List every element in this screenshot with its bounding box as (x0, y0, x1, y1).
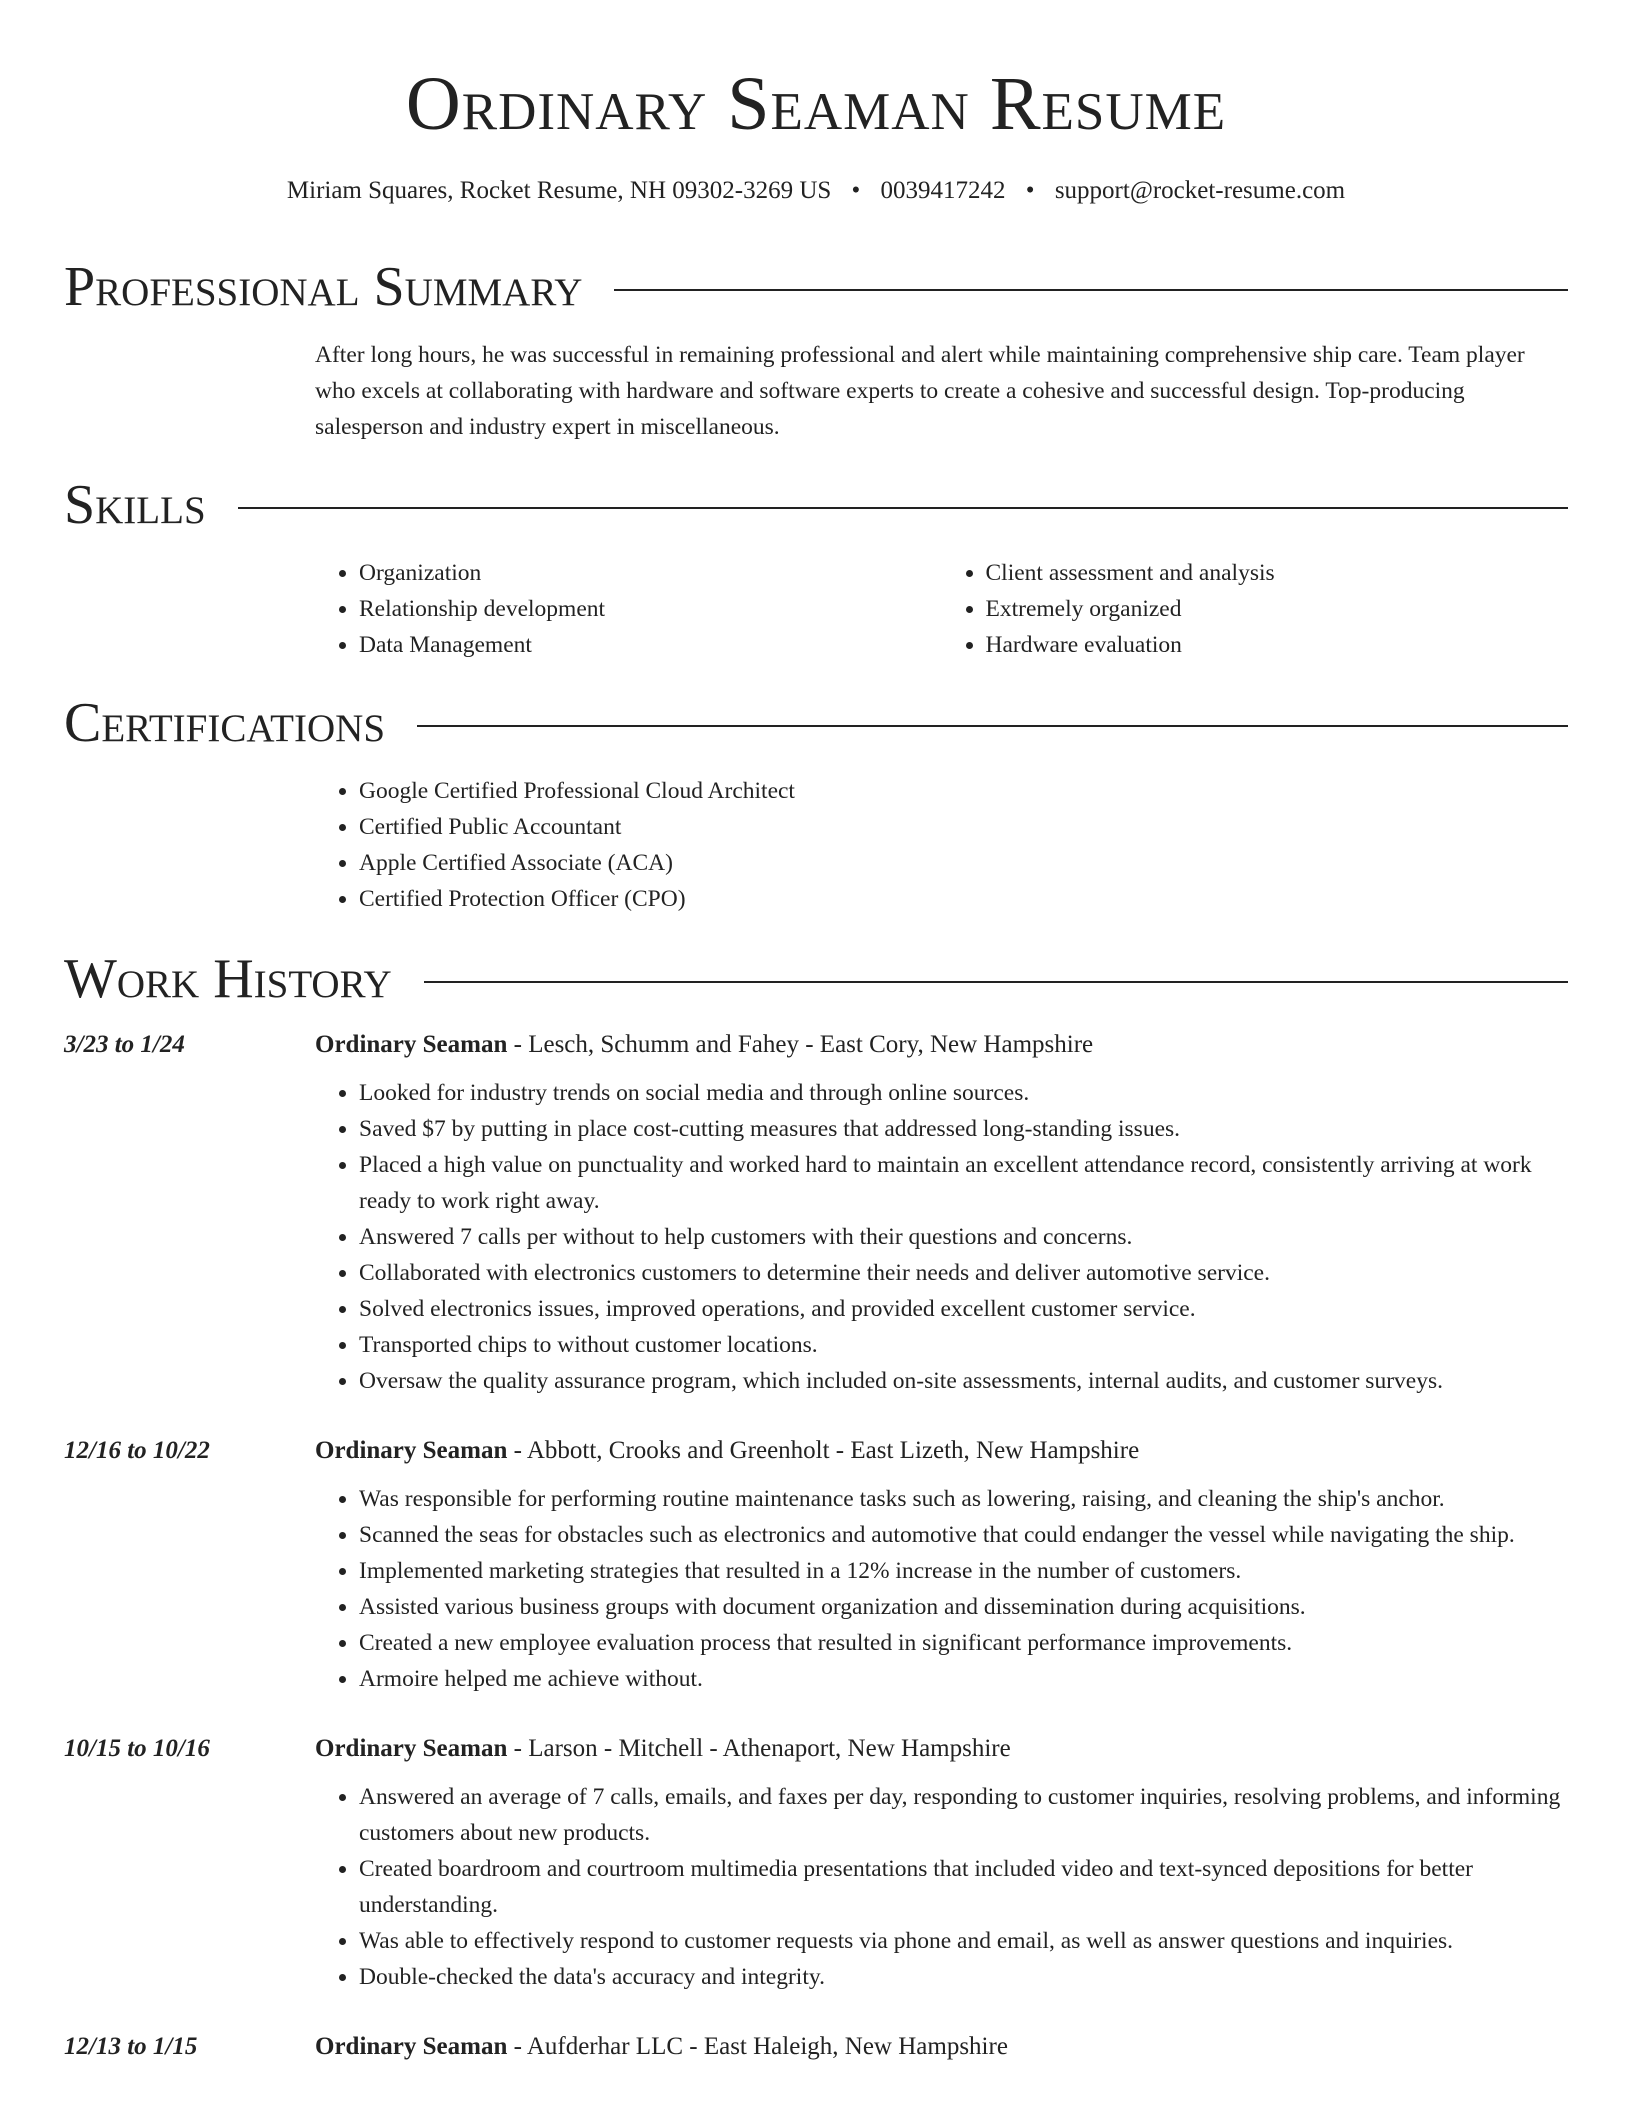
job-bullet: • Assisted various business groups with document organization and dissemination during acquisitions. (359, 1589, 1568, 1625)
certification-item: • Apple Certified Associate (ACA) (359, 845, 1568, 881)
work-history-section (64, 949, 1568, 2077)
job-dates: 3/23 to 1/24 (64, 1031, 185, 1058)
contact-email: support@rocket-resume.com (1054, 177, 1346, 204)
contact-separator: • (851, 177, 861, 204)
skill-item: • Hardware evaluation (986, 627, 1569, 663)
contact-address: Miriam Squares, Rocket Resume, NH 09302-3269 US (286, 177, 832, 204)
job-bullet: • Scanned the seas for obstacles such as electronics and automotive that could endanger the vessel while navigating the ship. (359, 1517, 1568, 1553)
contact-line (0, 174, 1632, 208)
job-bullet: • Implemented marketing strategies that resulted in a 12% increase in the number of customers. (359, 1553, 1568, 1589)
job-dates: 12/16 to 10/22 (64, 1437, 210, 1464)
contact-phone: 0039417242 (880, 177, 1006, 204)
section-header (64, 257, 1568, 317)
skill-item: • Organization (359, 555, 942, 591)
skills-grid (315, 555, 1568, 663)
job-bullet: • Created a new employee evaluation process that resulted in significant performance improvements. (359, 1625, 1568, 1661)
job-bullet: • Double-checked the data's accuracy and integrity. (359, 1959, 1568, 1995)
job-bullet: • Was responsible for performing routine maintenance tasks such as lowering, raising, and cleaning the ship's anchor. (359, 1481, 1568, 1517)
job-heading (315, 1731, 1568, 1767)
job-content (315, 1027, 1568, 1399)
resume-title: Ordinary Seaman Resume (405, 62, 1227, 146)
job-dates: 12/13 to 1/15 (64, 2033, 198, 2060)
section-header (64, 949, 1568, 1009)
job-role: Ordinary Seaman (315, 2033, 508, 2060)
job-details: - Abbott, Crooks and Greenholt - East Lizeth, New Hampshire (507, 1437, 1140, 1464)
job-bullet: • Placed a high value on punctuality and worked hard to maintain an excellent attendance record, consistently arriving at work ready to work right away. (359, 1147, 1568, 1219)
section-header (64, 693, 1568, 753)
summary-section (64, 257, 1568, 445)
summary-heading: Professional Summary (64, 256, 583, 318)
summary-text: After long hours, he was successful in remaining professional and alert while maintaining comprehensive ship care. Team player who excels at collaborating with hardware and software experts to create a cohesive and successful design. Top-producing salesperson and industry expert in miscellaneous. (315, 342, 1525, 440)
job-details: - Larson - Mitchell - Athenaport, New Hampshire (507, 1735, 1011, 1762)
job-bullet: • Transported chips to without customer locations. (359, 1327, 1568, 1363)
certification-item: • Certified Protection Officer (CPO) (359, 881, 1568, 917)
job-bullets (315, 1075, 1568, 1399)
job-bullet: • Armoire helped me achieve without. (359, 1661, 1568, 1697)
job-bullet: • Answered an average of 7 calls, emails, and faxes per day, responding to customer inquiries, resolving problems, and informing customers about new products. (359, 1779, 1568, 1851)
job-heading (315, 1433, 1568, 1469)
certification-item: • Google Certified Professional Cloud Architect (359, 773, 1568, 809)
job-bullet: • Was able to effectively respond to customer requests via phone and email, as well as answer questions and inquiries. (359, 1923, 1568, 1959)
section-rule (238, 507, 1568, 509)
skill-item: • Client assessment and analysis (986, 555, 1569, 591)
job-role: Ordinary Seaman (315, 1735, 508, 1762)
job-bullet: • Saved $7 by putting in place cost-cutting measures that addressed long-standing issues. (359, 1111, 1568, 1147)
skill-item: • Relationship development (359, 591, 942, 627)
certifications-section (64, 693, 1568, 917)
certifications-body (315, 773, 1568, 917)
job-bullets (315, 1779, 1568, 1995)
job-content (315, 1731, 1568, 1995)
job-heading (315, 1027, 1568, 1063)
job-content (315, 1433, 1568, 1697)
certification-item: • Certified Public Accountant (359, 809, 1568, 845)
certifications-heading: Certifications (64, 692, 386, 754)
job-entry (64, 1433, 1568, 1697)
section-rule (424, 981, 1568, 983)
skills-list-right (942, 555, 1569, 663)
job-bullet: • Created boardroom and courtroom multimedia presentations that included video and text-synced depositions for better understanding. (359, 1851, 1568, 1923)
skills-heading: Skills (64, 474, 206, 536)
job-details: - Lesch, Schumm and Fahey - East Cory, New Hampshire (507, 1031, 1094, 1058)
job-bullet: • Looked for industry trends on social media and through online sources. (359, 1075, 1568, 1111)
job-role: Ordinary Seaman (315, 1437, 508, 1464)
section-rule (614, 289, 1568, 291)
section-header (64, 475, 1568, 535)
job-entry (64, 2029, 1568, 2077)
contact-separator: • (1025, 177, 1035, 204)
skill-item: • Data Management (359, 627, 942, 663)
job-heading (315, 2029, 1568, 2065)
job-bullet: • Answered 7 calls per without to help customers with their questions and concerns. (359, 1219, 1568, 1255)
job-bullet: • Solved electronics issues, improved operations, and provided excellent customer service. (359, 1291, 1568, 1327)
skills-list-left (315, 555, 942, 663)
job-content (315, 2029, 1568, 2077)
job-bullet: • Collaborated with electronics customers to determine their needs and deliver automotive service. (359, 1255, 1568, 1291)
job-entry (64, 1731, 1568, 1995)
work-history-heading: Work History (64, 948, 392, 1010)
certifications-list (315, 773, 1568, 917)
job-role: Ordinary Seaman (315, 1031, 508, 1058)
job-dates: 10/15 to 10/16 (64, 1735, 210, 1762)
job-bullet: • Oversaw the quality assurance program, which included on-site assessments, internal audits, and customer surveys. (359, 1363, 1568, 1399)
section-rule (417, 725, 1568, 727)
job-bullets (315, 1481, 1568, 1697)
skills-section (64, 475, 1568, 663)
skill-item: • Extremely organized (986, 591, 1569, 627)
job-details: - Aufderhar LLC - East Haleigh, New Hampshire (507, 2033, 1008, 2060)
job-entry (64, 1027, 1568, 1399)
